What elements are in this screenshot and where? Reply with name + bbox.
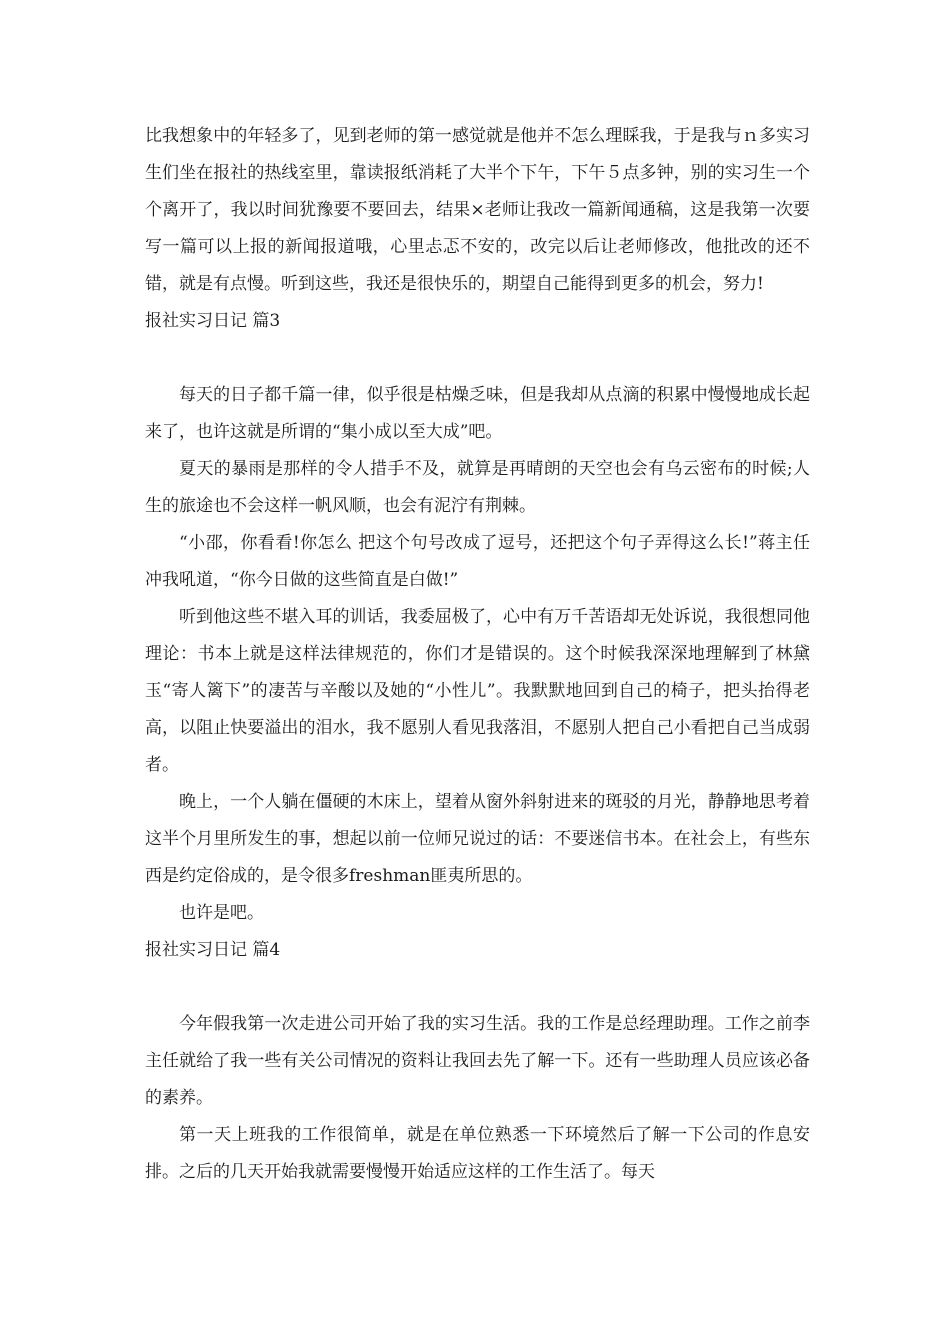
document-page bbox=[145, 118, 810, 1191]
paragraph: 第一天上班我的工作很简单，就是在单位熟悉一下环境然后了解一下公司的作息安排。之后的几天开始我就需要慢慢开始适应这样的工作生活了。每天 bbox=[145, 1125, 810, 1182]
paragraph: 听到他这些不堪入耳的训话，我委屈极了，心中有万千苦语却无处诉说，我很想同他理论：书本上就是这样法律规范的，你们才是错误的。这个时候我深深地理解到了林黛玉“寄人篱下”的凄苦与辛酸以及她的“小性儿”。我默默地回到自己的椅子，把头抬得老高，以阻止快要溢出的泪水，我不愿别人看见我落泪，不愿别人把自己小看把自己当成弱者。 bbox=[145, 607, 810, 775]
blank-line bbox=[145, 969, 810, 1006]
paragraph-continued: 比我想象中的年轻多了，见到老师的第一感觉就是他并不怎么理睬我，于是我与ｎ多实习生们坐在报社的热线室里，靠读报纸消耗了大半个下午，下午５点多钟，别的实习生一个个离开了，我以时间犹豫要不要回去，结果×老师让我改一篇新闻通稿，这是我第一次要写一篇可以上报的新闻报道哦，心里忐忑不安的，改完以后让老师修改，他批改的还不错，就是有点慢。听到这些，我还是很快乐的，期望自己能得到更多的机会，努力! bbox=[145, 126, 810, 294]
paragraph: 晚上，一个人躺在僵硬的木床上，望着从窗外斜射进来的斑驳的月光，静静地思考着这半个月里所发生的事，想起以前一位师兄说过的话：不要迷信书本。在社会上，有些东西是约定俗成的，是令很多freshman匪夷所思的。 bbox=[145, 792, 810, 886]
blank-line bbox=[145, 340, 810, 377]
paragraph: 也许是吧。 bbox=[179, 903, 264, 923]
paragraph: 夏天的暴雨是那样的令人措手不及，就算是再晴朗的天空也会有乌云密布的时候;人生的旅途也不会这样一帆风顺，也会有泥泞有荆棘。 bbox=[145, 459, 810, 516]
paragraph: “小邵，你看看!你怎么 把这个句号改成了逗号，还把这个句子弄得这么长!”蒋主任冲我吼道，“你今日做的这些简直是白做!” bbox=[145, 533, 810, 590]
section-heading-4: 报社实习日记 篇4 bbox=[145, 940, 281, 960]
paragraph: 今年假我第一次走进公司开始了我的实习生活。我的工作是总经理助理。工作之前李主任就给了我一些有关公司情况的资料让我回去先了解一下。还有一些助理人员应该必备的素养。 bbox=[145, 1014, 810, 1108]
section-heading-3: 报社实习日记 篇3 bbox=[145, 311, 281, 331]
paragraph: 每天的日子都千篇一律，似乎很是枯燥乏味，但是我却从点滴的积累中慢慢地成长起来了，也许这就是所谓的“集小成以至大成”吧。 bbox=[145, 385, 810, 442]
